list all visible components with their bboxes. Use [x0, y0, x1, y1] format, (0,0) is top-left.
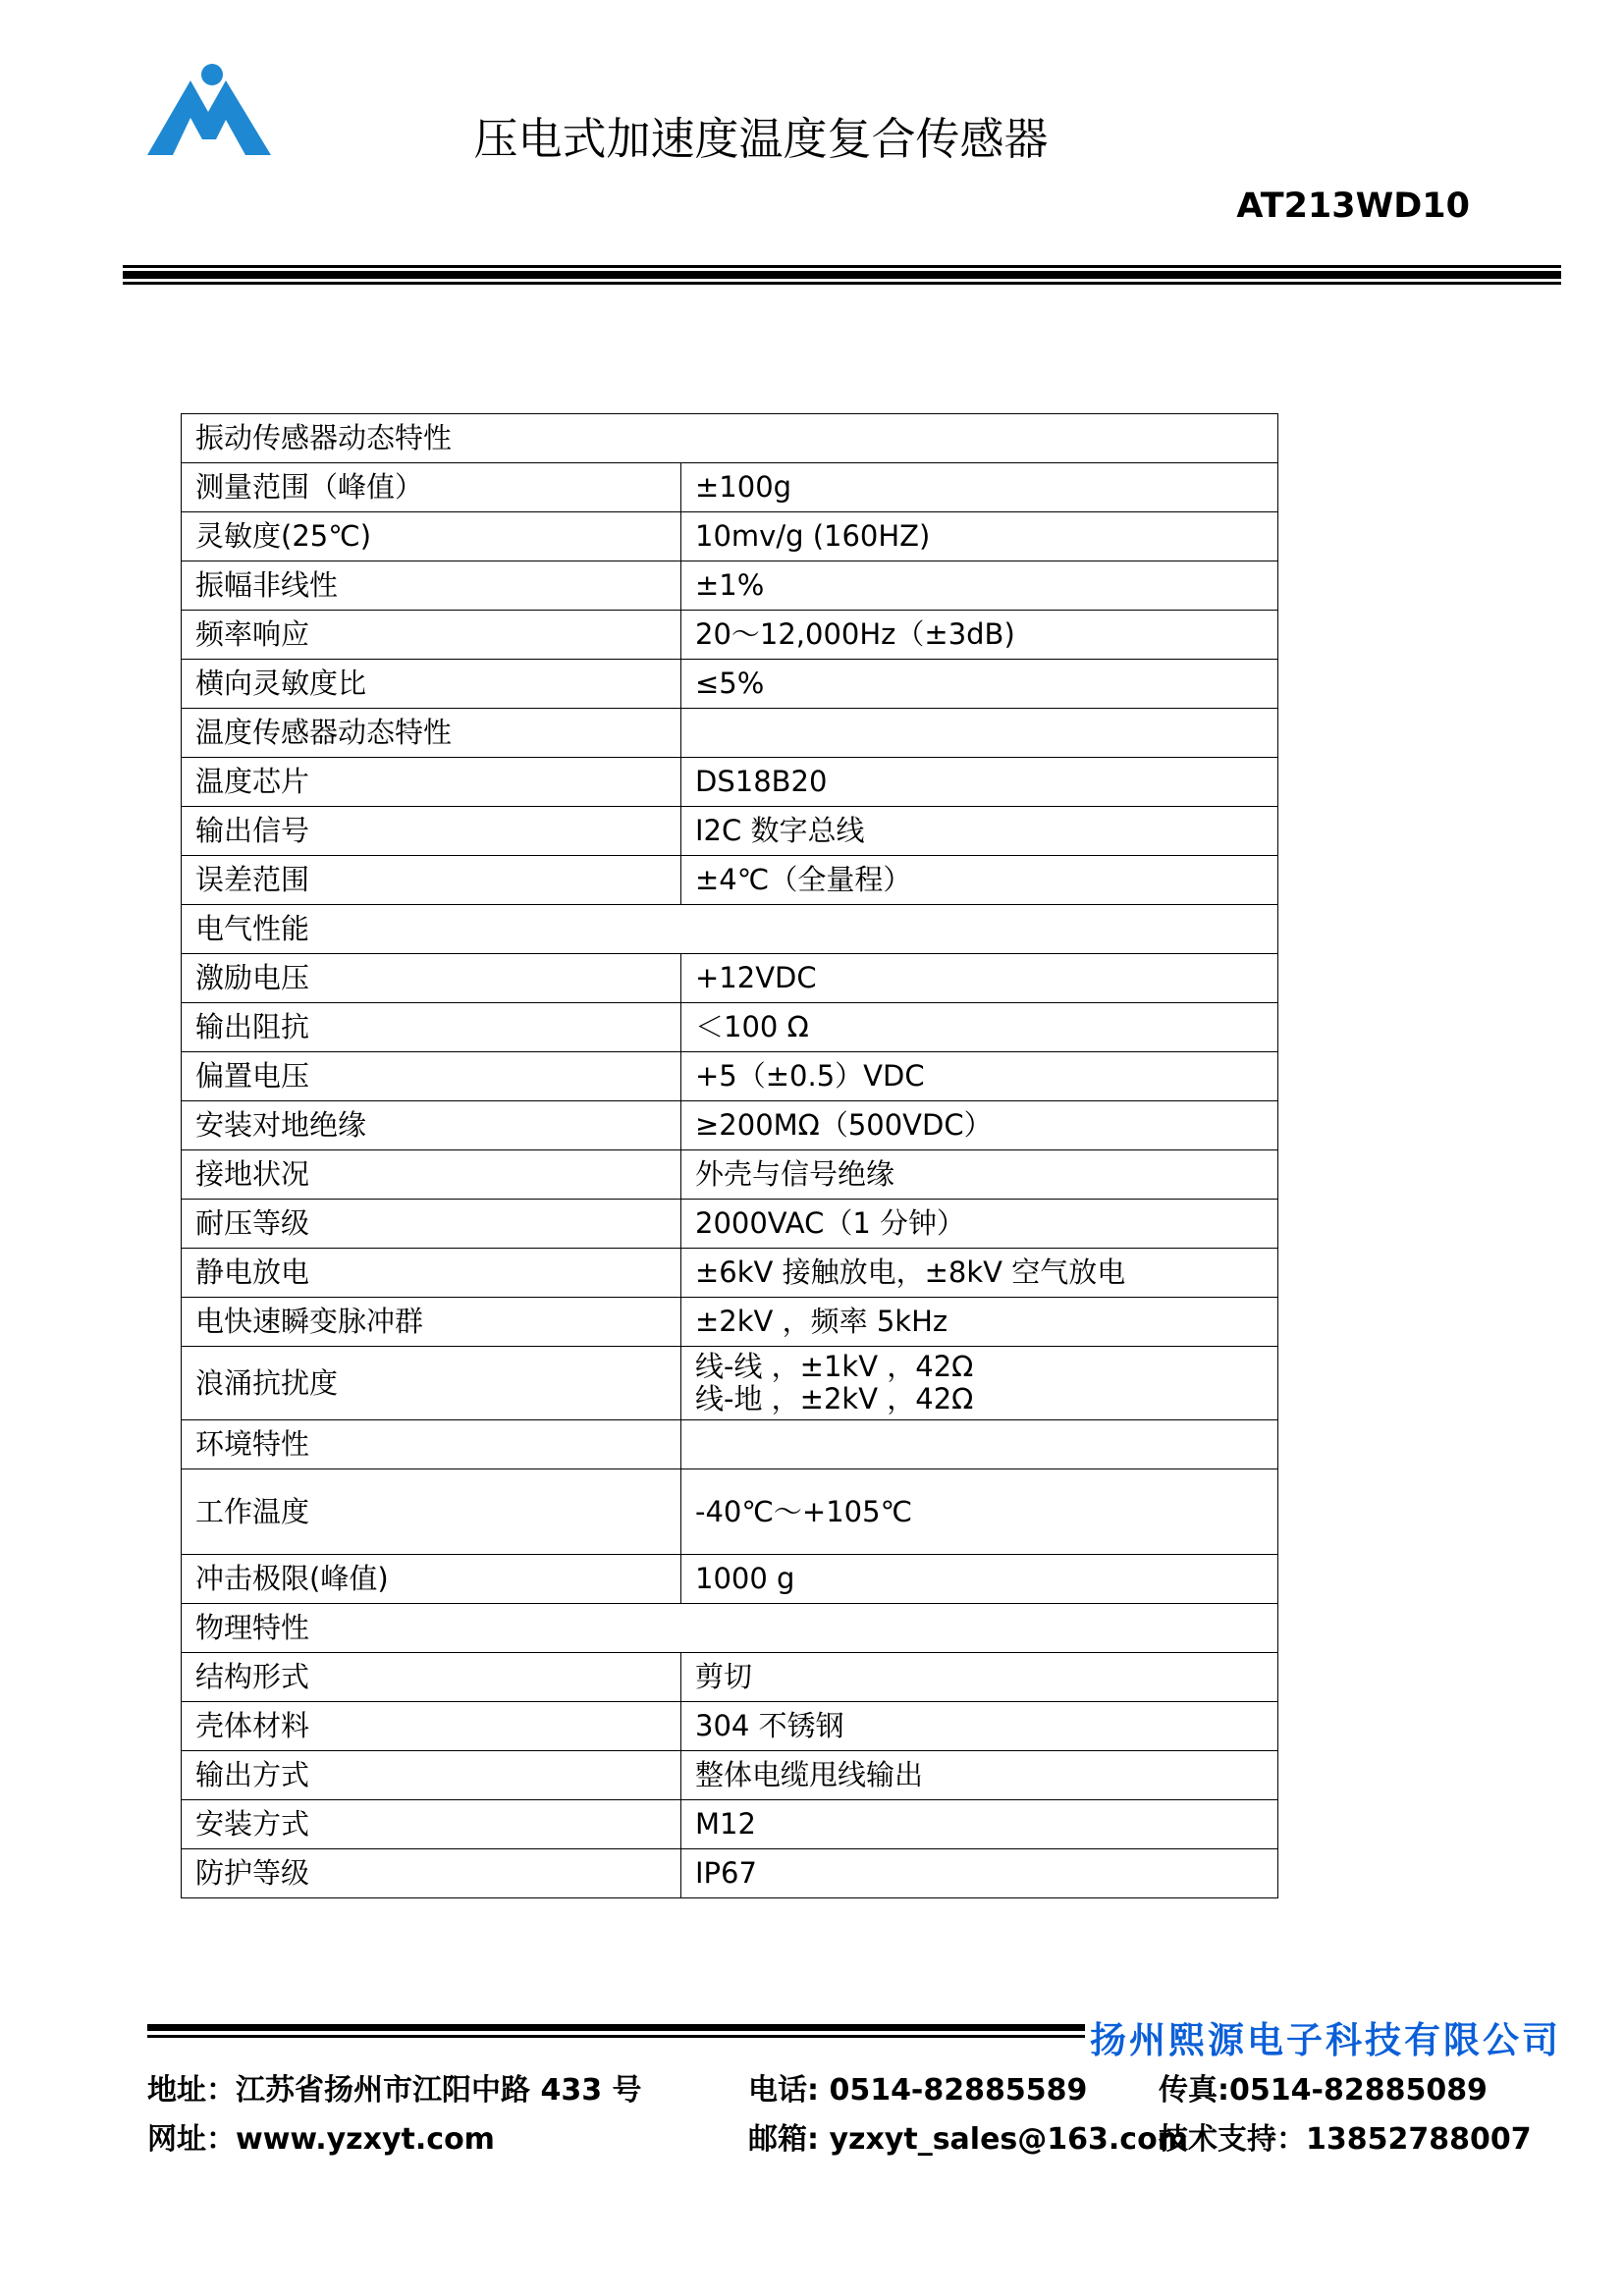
spec-label: 结构形式 — [182, 1653, 681, 1702]
footer-rule-thick — [147, 2024, 1085, 2031]
table-row — [182, 660, 1278, 709]
spec-label: 振幅非线性 — [182, 561, 681, 611]
spec-label: 频率响应 — [182, 611, 681, 660]
table-row — [182, 1249, 1278, 1298]
spec-label: 测量范围（峰值） — [182, 463, 681, 512]
table-row — [182, 561, 1278, 611]
model-number: AT213WD10 — [1236, 187, 1470, 226]
spec-label: 安装方式 — [182, 1800, 681, 1849]
spec-label: 温度传感器动态特性 — [182, 709, 681, 758]
spec-label: 误差范围 — [182, 856, 681, 905]
table-row — [182, 512, 1278, 561]
table-row — [182, 709, 1278, 758]
table-row — [182, 758, 1278, 807]
table-row — [182, 807, 1278, 856]
spec-label: 壳体材料 — [182, 1702, 681, 1751]
table-row — [182, 1702, 1278, 1751]
spec-value: 整体电缆甩线输出 — [681, 1751, 1278, 1800]
spec-value: 304 不锈钢 — [681, 1702, 1278, 1751]
table-row — [182, 1800, 1278, 1849]
spec-label: 物理特性 — [182, 1604, 1278, 1653]
spec-label: 振动传感器动态特性 — [182, 414, 1278, 463]
table-row — [182, 1003, 1278, 1052]
spec-value: ±1% — [681, 561, 1278, 611]
footer-address: 地址：江苏省扬州市江阳中路 433 号 — [147, 2073, 642, 2108]
spec-label: 输出阻抗 — [182, 1003, 681, 1052]
spec-value — [681, 1347, 1278, 1420]
table-row — [182, 1469, 1278, 1555]
spec-label: 防护等级 — [182, 1849, 681, 1898]
spec-value: M12 — [681, 1800, 1278, 1849]
table-row — [182, 1604, 1278, 1653]
spec-value: ±4℃（全量程） — [681, 856, 1278, 905]
spec-value: DS18B20 — [681, 758, 1278, 807]
spec-value: 剪切 — [681, 1653, 1278, 1702]
footer-email[interactable]: 邮箱: yzxyt_sales@163.com — [748, 2122, 1188, 2157]
table-row — [182, 905, 1278, 954]
table-row — [182, 1849, 1278, 1898]
spec-value-line: 线-线 ，±1kV ，42Ω — [695, 1350, 974, 1383]
footer-phone: 电话: 0514-82885589 — [748, 2073, 1088, 2108]
spec-table — [181, 413, 1278, 1898]
spec-label: 安装对地绝缘 — [182, 1101, 681, 1150]
table-row — [182, 1150, 1278, 1200]
spec-value: ≤5% — [681, 660, 1278, 709]
table-row — [182, 1347, 1278, 1420]
spec-value — [681, 1420, 1278, 1469]
spec-value-line: 线-地 ，±2kV ，42Ω — [695, 1382, 974, 1415]
spec-label: 激励电压 — [182, 954, 681, 1003]
spec-label: 接地状况 — [182, 1150, 681, 1200]
footer-support: 技术支持：13852788007 — [1159, 2122, 1532, 2157]
company-name: 扬州熙源电子科技有限公司 — [1090, 2019, 1561, 2061]
table-row — [182, 1052, 1278, 1101]
spec-value — [681, 709, 1278, 758]
spec-value: ±6kV 接触放电，±8kV 空气放电 — [681, 1249, 1278, 1298]
table-row — [182, 1298, 1278, 1347]
spec-label: 横向灵敏度比 — [182, 660, 681, 709]
table-row — [182, 856, 1278, 905]
spec-label: 电气性能 — [182, 905, 1278, 954]
spec-label: 输出方式 — [182, 1751, 681, 1800]
table-row — [182, 1653, 1278, 1702]
spec-value: 20～12,000Hz（±3dB) — [681, 611, 1278, 660]
spec-value: IP67 — [681, 1849, 1278, 1898]
spec-value: ±100g — [681, 463, 1278, 512]
spec-label: 灵敏度(25℃) — [182, 512, 681, 561]
spec-value: ±2kV ，频率 5kHz — [681, 1298, 1278, 1347]
table-row — [182, 611, 1278, 660]
spec-value: 1000 g — [681, 1555, 1278, 1604]
table-row — [182, 1200, 1278, 1249]
table-row — [182, 1420, 1278, 1469]
spec-label: 温度芯片 — [182, 758, 681, 807]
spec-label: 电快速瞬变脉冲群 — [182, 1298, 681, 1347]
spec-value: 外壳与信号绝缘 — [681, 1150, 1278, 1200]
footer-website[interactable]: 网址：www.yzxyt.com — [147, 2122, 495, 2157]
spec-value: +5（±0.5）VDC — [681, 1052, 1278, 1101]
table-row — [182, 414, 1278, 463]
footer-fax: 传真:0514-82885089 — [1159, 2073, 1488, 2108]
spec-label: 静电放电 — [182, 1249, 681, 1298]
spec-value: -40℃～+105℃ — [681, 1469, 1278, 1555]
spec-label: 环境特性 — [182, 1420, 681, 1469]
spec-label: 冲击极限(峰值) — [182, 1555, 681, 1604]
header-rule-thick — [123, 271, 1561, 279]
table-row — [182, 463, 1278, 512]
spec-value: ＜100 Ω — [681, 1003, 1278, 1052]
header-rule-thin-top — [123, 265, 1561, 268]
footer-rule-thin — [147, 2035, 1085, 2038]
spec-label: 耐压等级 — [182, 1200, 681, 1249]
spec-label: 工作温度 — [182, 1469, 681, 1555]
spec-label: 偏置电压 — [182, 1052, 681, 1101]
spec-label: 输出信号 — [182, 807, 681, 856]
document-title: 压电式加速度温度复合传感器 — [473, 113, 1049, 165]
spec-label: 浪涌抗扰度 — [182, 1347, 681, 1420]
table-row — [182, 1555, 1278, 1604]
logo-head — [201, 64, 223, 85]
table-row — [182, 1101, 1278, 1150]
table-row — [182, 954, 1278, 1003]
spec-value: ≥200MΩ（500VDC） — [681, 1101, 1278, 1150]
spec-value: +12VDC — [681, 954, 1278, 1003]
spec-value: I2C 数字总线 — [681, 807, 1278, 856]
spec-value: 10mv/g (160HZ) — [681, 512, 1278, 561]
table-row — [182, 1751, 1278, 1800]
spec-value: 2000VAC（1 分钟） — [681, 1200, 1278, 1249]
header-rule-thin-bottom — [123, 282, 1561, 285]
